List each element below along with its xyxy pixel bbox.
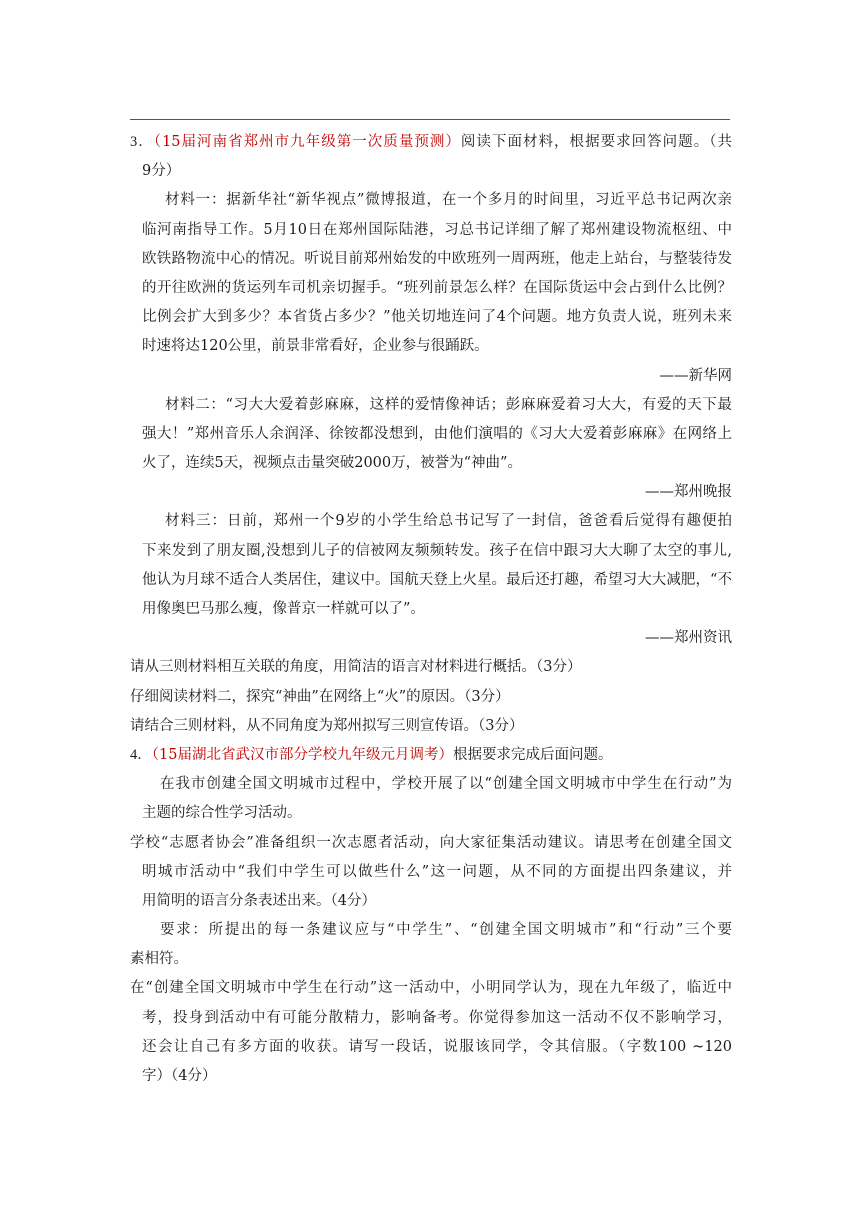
material2-source: ——郑州晚报 xyxy=(645,484,732,501)
q3-task-3: 请结合三则材料，从不同角度为郑州拟写三则宣传语。（3分） xyxy=(130,717,524,734)
q3-task-2: 仔细阅读材料二，探究“神曲”在网络上“火”的原因。（3分） xyxy=(130,688,510,705)
q4-task2-line: 字）（4分） xyxy=(142,1068,217,1084)
material2-line: 火了，连续5天，视频点击量突破2000万，被誉为“神曲”。 xyxy=(142,455,522,472)
q4-task1-line: 明城市活动中“我们中学生可以做些什么”这一问题，从不同的方面提出四条建议，并 xyxy=(142,863,732,880)
q4-number: 4． xyxy=(130,746,152,763)
document-body xyxy=(130,128,732,1091)
q4-task2-line: 考，投身到活动中有可能分散精力，影响备考。你觉得参加这一活动不仅不影响学习， xyxy=(142,1009,732,1026)
q4-task2-line: 在“创建全国文明城市中学生在行动”这一活动中，小明同学认为，现在九年级了，临近中 xyxy=(130,980,732,997)
q3-intro: 阅读下面材料，根据要求回答问题。（共 xyxy=(460,134,733,150)
material1-line: 的开往欧洲的货运列车司机亲切握手。“班列前景怎么样？在国际货运中会占到什么比例？ xyxy=(142,279,732,296)
material1-line: 时速将达120公里，前景非常看好，企业参与很踊跃。 xyxy=(142,338,489,355)
material1-source: ——新华网 xyxy=(659,367,732,384)
q3-task-1: 请从三则材料相互关联的角度，用简洁的语言对材料进行概括。（3分） xyxy=(130,659,582,676)
q3-number: 3． xyxy=(130,134,154,150)
q4-context-line: 在我市创建全国文明城市过程中，学校开展了以“创建全国文明城市中学生在行动”为 xyxy=(160,776,732,793)
q4-requirement-line: 要求：所提出的每一条建议应与“中学生”、“创建全国文明城市”和“行动”三个要 xyxy=(160,922,732,939)
material3-line: 下来发到了朋友圈,没想到儿子的信被网友频频转发。孩子在信中跟习大大聊了太空的事儿, xyxy=(142,542,732,559)
material2-line: 强大！”郑州音乐人余润泽、徐铵都没想到，由他们演唱的《习大大爱着彭麻麻》在网络上 xyxy=(142,425,732,442)
material3-source: ——郑州资讯 xyxy=(645,630,732,647)
q4-intro: 根据要求完成后面问题。 xyxy=(452,746,613,763)
material1-line: 比例会扩大到多少？本省货占多少？”他关切地连问了4个问题。地方负责人说，班列未来 xyxy=(142,309,732,326)
material3-line: 材料三：日前，郑州一个9岁的小学生给总书记写了一封信，爸爸看后觉得有趣便拍 xyxy=(165,513,732,530)
q4-context-line: 主题的综合性学习活动。 xyxy=(142,805,302,822)
q4-requirement-line: 素相符。 xyxy=(130,951,188,968)
q4-task1-line: 学校“志愿者协会”准备组织一次志愿者活动，向大家征集活动建议。请思考在创建全国文 xyxy=(130,834,732,851)
q4-header xyxy=(130,741,732,770)
q3-intro-cont: 9分） xyxy=(142,163,181,180)
material3-line: 他认为月球不适合人类居住，建议中。国航天登上火星。最后还打趣，希望习大大减肥，“不 xyxy=(142,571,732,588)
q3-source: （15届河南省郑州市九年级第一次质量预测） xyxy=(153,134,461,150)
material1-line: 欧铁路物流中心的情况。听说目前郑州始发的中欧班列一周两班，他走上站台，与整装待发 xyxy=(142,250,732,267)
material3-line: 用像奥巴马那么瘦，像普京一样就可以了”。 xyxy=(142,601,425,617)
header-rule xyxy=(130,119,730,120)
material1-line: 临河南指导工作。5月10日在郑州国际陆港，习总书记详细了解了郑州建设物流枢纽、中 xyxy=(142,221,732,238)
q4-task2-line: 还会让自己有多方面的收获。请写一段话，说服该同学，令其信服。（字数100 ~120 xyxy=(142,1038,732,1055)
q4-source: （15届湖北省武汉市部分学校九年级元月调考） xyxy=(151,746,453,763)
q4-task1-line: 用简明的语言分条表述出来。（4分） xyxy=(142,892,376,909)
material1-line: 材料一：据新华社“新华视点”微博报道，在一个多月的时间里，习近平总书记两次亲 xyxy=(165,192,732,209)
material2-line: 材料二：“习大大爱着彭麻麻，这样的爱情像神话；彭麻麻爱着习大大，有爱的天下最 xyxy=(165,396,732,413)
q3-header xyxy=(130,128,732,157)
